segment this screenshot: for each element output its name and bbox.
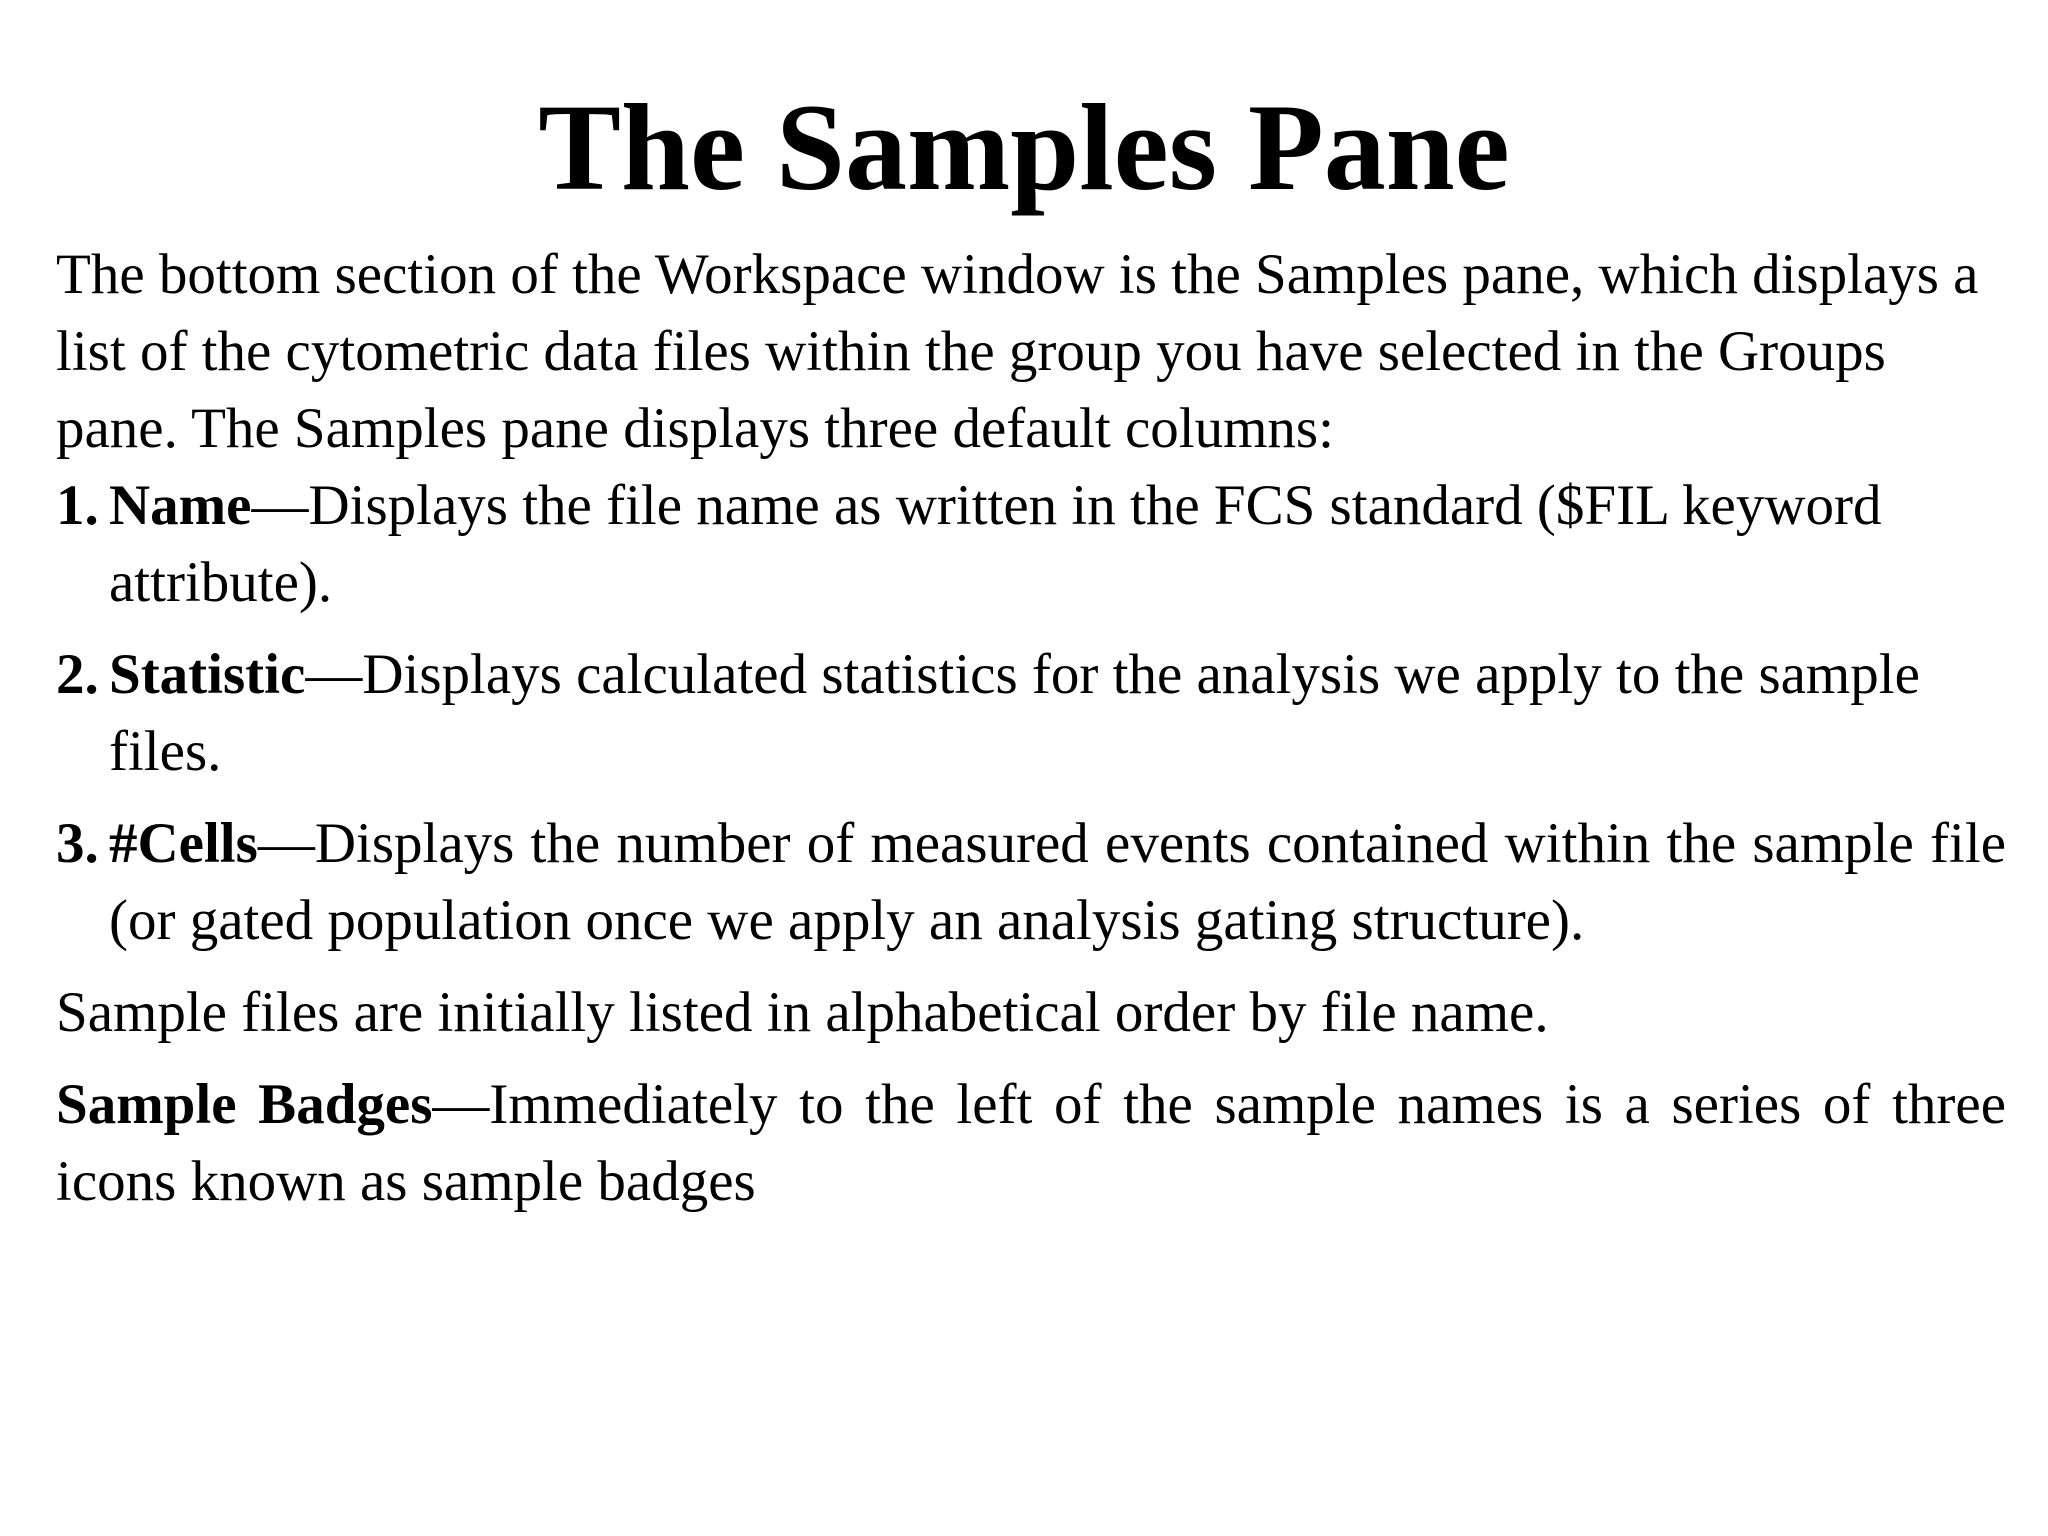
sort-order-note: Sample files are initially listed in alphabetical order by file name. [56,981,1549,1044]
list-text: —Displays the file name as written in the FCS standard ($FIL keyword attribute). [109,474,1882,614]
list-number: 3. [56,812,99,875]
list-term: Statistic [109,643,306,706]
list-text: —Displays calculated statistics for the analysis we apply to the sample files. [109,643,1920,783]
list-text: —Displays the number of measured events contained within the sample file (or gated population once we apply an analysis gating structure). [109,812,2006,952]
list-item-statistic [56,636,2006,790]
list-term: Name [109,474,252,537]
sample-badges-paragraph [56,1066,2006,1220]
list-item-cells [56,805,2006,959]
slide-body [56,236,2006,1220]
slide-title: The Samples Pane [538,79,1510,216]
list-number: 1. [56,474,99,537]
sample-badges-text: —Immediately to the left of the sample names is a series of three icons known as sample badges [56,1073,2006,1213]
default-columns-list [56,467,2006,959]
list-item-name [56,467,2006,621]
list-term: #Cells [109,812,258,875]
list-number: 2. [56,643,99,706]
sample-badges-term: Sample Badges [56,1073,433,1136]
intro-paragraph: The bottom section of the Workspace window is the Samples pane, which displays a list of the cytometric data files within the group you have selected in the Groups pane. The Samples pane displays three default columns: [56,243,1979,460]
